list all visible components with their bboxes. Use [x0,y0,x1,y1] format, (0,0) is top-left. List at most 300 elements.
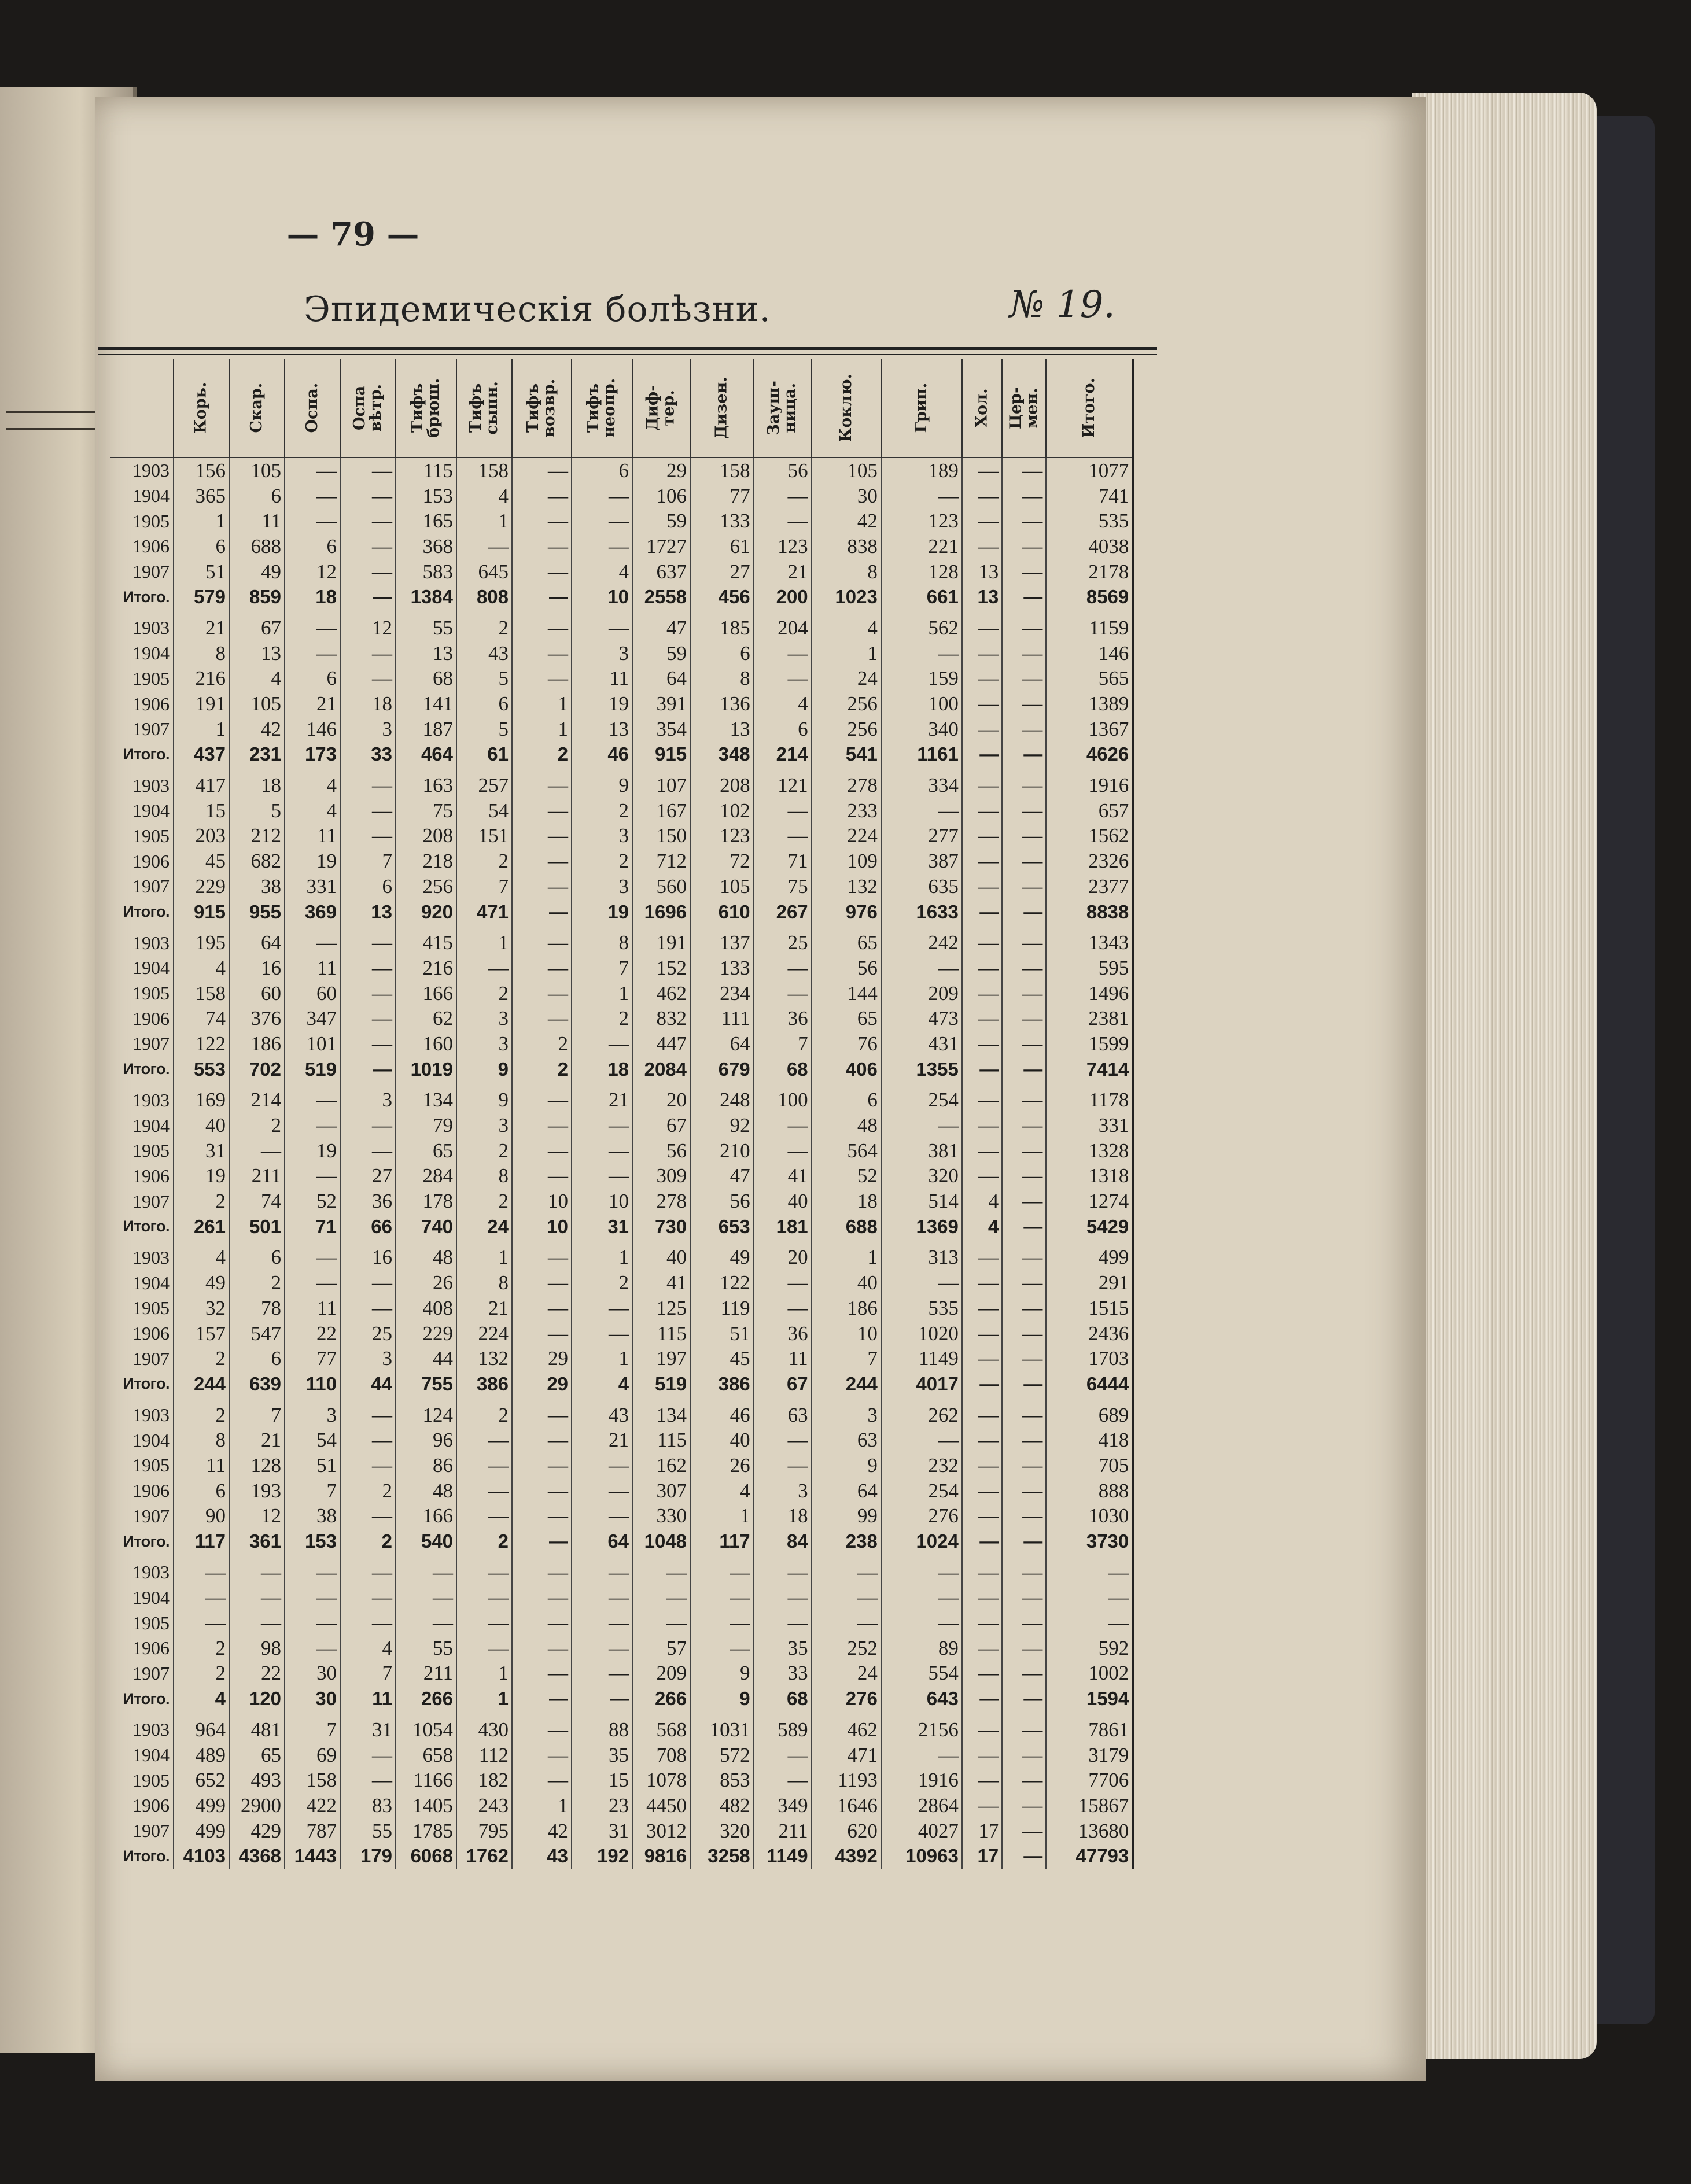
value-cell: — [456,1636,512,1661]
value-cell: — [812,1585,881,1611]
value-cell: — [1002,508,1046,534]
gap-cell [396,924,456,930]
value-cell: 11 [174,1453,229,1478]
gap-cell [632,1554,690,1560]
value-cell: 15867 [1046,1793,1133,1818]
value-cell: — [962,742,1002,768]
value-cell: 105 [229,691,285,717]
value-cell: 19 [285,848,340,874]
value-cell: 92 [690,1113,754,1138]
value-cell: 115 [396,458,456,484]
column-header: Коклю. [812,359,881,458]
gap-cell [812,1239,881,1245]
year-cell: 1905 [132,1140,170,1161]
value-cell: 256 [812,717,881,742]
value-cell: 6 [229,1245,285,1271]
gap-cell [632,610,690,615]
value-cell: — [754,484,812,509]
value-cell: 657 [1046,798,1133,824]
value-cell: 658 [396,1743,456,1768]
gap-cell [174,924,229,930]
value-cell: 1078 [632,1768,690,1793]
value-cell: 6 [812,1088,881,1113]
total-label: Итого. [123,1532,170,1550]
gap-cell [512,1554,572,1560]
value-cell: — [1002,981,1046,1006]
value-cell: 3 [285,1403,340,1428]
value-cell: — [340,508,396,534]
value-cell: — [285,615,340,641]
value-cell: 1696 [632,899,690,925]
value-cell: 27 [690,559,754,585]
value-cell: 67 [229,615,285,641]
value-cell: 238 [812,1529,881,1554]
value-cell: 1 [572,1346,632,1371]
value-cell: 11 [285,1296,340,1321]
value-cell: 2 [456,1189,512,1214]
value-cell: — [456,1504,512,1529]
value-cell: 105 [229,458,285,484]
value-cell: 43 [456,641,512,666]
value-cell: — [229,1610,285,1636]
value-cell: — [962,1717,1002,1743]
value-cell: 4 [962,1189,1002,1214]
value-cell: 123 [754,534,812,559]
value-cell: — [285,484,340,509]
value-cell: 41 [632,1270,690,1296]
value-cell: — [962,1504,1002,1529]
gap-cell [754,767,812,773]
column-header: Хол. [962,359,1002,458]
value-cell: 688 [229,534,285,559]
value-cell: — [340,773,396,798]
value-cell: 808 [456,584,512,610]
value-cell: 7 [340,1661,396,1687]
value-cell: 173 [285,742,340,768]
value-cell: 12 [340,615,396,641]
value-cell: 276 [881,1504,962,1529]
value-cell: — [512,1138,572,1164]
value-cell: 331 [1046,1113,1133,1138]
value-cell: 122 [690,1270,754,1296]
value-cell: 6 [229,1346,285,1371]
value-cell: 6 [340,874,396,899]
value-cell: 1193 [812,1768,881,1793]
value-cell: 8 [690,666,754,692]
value-cell: — [754,1585,812,1611]
value-cell: — [572,1321,632,1346]
value-cell: 1178 [1046,1088,1133,1113]
value-cell: 1443 [285,1843,340,1869]
year-cell: 1904 [132,1429,170,1451]
value-cell: 386 [690,1371,754,1397]
table-row [110,691,1133,717]
value-cell: — [754,508,812,534]
value-cell: — [572,615,632,641]
value-cell: — [512,899,572,925]
column-header: Грип. [881,359,962,458]
value-cell: 13 [690,717,754,742]
value-cell: 349 [754,1793,812,1818]
value-cell: 210 [690,1138,754,1164]
table-row [110,1245,1133,1271]
value-cell: 181 [754,1214,812,1239]
value-cell: 75 [754,874,812,899]
value-cell: — [1002,956,1046,981]
total-row [110,1529,1133,1554]
value-cell: 26 [396,1270,456,1296]
value-cell: 4 [456,484,512,509]
value-cell: 653 [690,1214,754,1239]
value-cell: — [881,1610,962,1636]
gap-cell [456,1554,512,1560]
value-cell: — [812,1610,881,1636]
value-cell: 10 [512,1189,572,1214]
value-cell: 4626 [1046,742,1133,768]
value-cell: — [512,1560,572,1585]
value-cell: 195 [174,930,229,956]
value-cell: 96 [396,1427,456,1453]
value-cell: 1599 [1046,1031,1133,1057]
value-cell: — [340,956,396,981]
table-row [110,508,1133,534]
value-cell: 248 [690,1088,754,1113]
value-cell: — [340,1031,396,1057]
value-cell: — [754,1768,812,1793]
value-cell: — [881,1113,962,1138]
value-cell: 7 [285,1717,340,1743]
year-cell: 1904 [132,485,170,507]
value-cell: — [512,1321,572,1346]
value-cell: 2381 [1046,1006,1133,1031]
value-cell: 4 [174,956,229,981]
table-row [110,1560,1133,1585]
value-cell: 1002 [1046,1661,1133,1687]
value-cell: 589 [754,1717,812,1743]
value-cell: 32 [174,1296,229,1321]
total-label: Итого. [123,1218,170,1235]
group-gap [110,1554,1133,1560]
year-cell: 1905 [132,1769,170,1791]
value-cell: 44 [396,1346,456,1371]
value-cell: 254 [881,1478,962,1504]
value-cell: 1054 [396,1717,456,1743]
value-cell: — [962,1138,1002,1164]
value-cell: 2178 [1046,559,1133,585]
gap-cell [174,1239,229,1245]
value-cell: 137 [690,930,754,956]
value-cell: 1 [456,1686,512,1711]
value-cell: 2 [456,848,512,874]
value-cell: 64 [812,1478,881,1504]
year-cell: 1907 [132,1820,170,1842]
value-cell: 688 [812,1214,881,1239]
value-cell: 117 [690,1529,754,1554]
value-cell: 122 [174,1031,229,1057]
value-cell: 11 [285,956,340,981]
value-cell: 661 [881,584,962,610]
value-cell: 514 [881,1189,962,1214]
value-cell: 2 [512,1057,572,1082]
value-cell: 27 [340,1164,396,1189]
value-cell: 20 [632,1088,690,1113]
value-cell: — [340,1610,396,1636]
value-cell: 2436 [1046,1321,1133,1346]
value-cell: 2 [174,1346,229,1371]
value-cell: — [340,641,396,666]
gap-cell [340,924,396,930]
value-cell: 387 [881,848,962,874]
table-row [110,848,1133,874]
value-cell: — [962,848,1002,874]
value-cell: 9 [690,1661,754,1687]
value-cell: — [754,956,812,981]
year-cell: 1906 [132,536,170,557]
column-header: Цер- мен. [1002,359,1046,458]
value-cell: — [754,666,812,692]
value-cell: — [456,956,512,981]
value-cell: — [962,1793,1002,1818]
value-cell: 18 [229,773,285,798]
value-cell: 4 [174,1245,229,1271]
value-cell: 2 [340,1529,396,1554]
value-cell: 437 [174,742,229,768]
value-cell: 8 [456,1164,512,1189]
value-cell: 9816 [632,1843,690,1869]
value-cell: 8838 [1046,899,1133,925]
value-cell: 163 [396,773,456,798]
value-cell: — [512,930,572,956]
value-cell: 65 [812,930,881,956]
value-cell: 48 [396,1245,456,1271]
gap-cell [632,1711,690,1717]
value-cell: — [962,899,1002,925]
value-cell: — [340,1403,396,1428]
value-cell: 158 [456,458,512,484]
value-cell: 38 [229,874,285,899]
value-cell: 2 [174,1661,229,1687]
value-cell: 51 [174,559,229,585]
value-cell: 541 [812,742,881,768]
value-cell: 111 [690,1006,754,1031]
value-cell: — [962,1661,1002,1687]
value-cell: — [962,1321,1002,1346]
gap-cell [962,1239,1002,1245]
value-cell: 1 [512,691,572,717]
gap-cell [1002,767,1046,773]
value-cell: 42 [812,508,881,534]
value-cell: — [962,1346,1002,1371]
value-cell: 19 [285,1138,340,1164]
year-cell: 1903 [132,774,170,796]
value-cell: 9 [812,1453,881,1478]
gap-cell [754,1082,812,1088]
total-label: Итого. [123,1847,170,1865]
value-cell: 10 [572,1189,632,1214]
value-cell: 4038 [1046,534,1133,559]
value-cell: 24 [812,666,881,692]
value-cell: 422 [285,1793,340,1818]
value-cell: 40 [812,1270,881,1296]
value-cell: 63 [812,1427,881,1453]
value-cell: 6444 [1046,1371,1133,1397]
value-cell: 21 [754,559,812,585]
year-cell: 1906 [132,1480,170,1502]
value-cell: 1369 [881,1214,962,1239]
value-cell: — [690,1636,754,1661]
value-cell: 203 [174,824,229,849]
value-cell: 645 [456,559,512,585]
value-cell: 284 [396,1164,456,1189]
value-cell: 1024 [881,1529,962,1554]
gap-cell [1002,610,1046,615]
value-cell: 15 [174,798,229,824]
value-cell: 679 [690,1057,754,1082]
value-cell: 8 [456,1270,512,1296]
value-cell: — [229,1560,285,1585]
value-cell: 151 [456,824,512,849]
value-cell: — [881,641,962,666]
table-row [110,1636,1133,1661]
table-row [110,798,1133,824]
gap-cell [229,767,285,773]
value-cell: 11 [340,1686,396,1711]
year-cell: 1907 [132,1190,170,1212]
value-cell: — [512,1768,572,1793]
value-cell: 1020 [881,1321,962,1346]
value-cell: 211 [396,1661,456,1687]
value-cell: 119 [690,1296,754,1321]
value-cell: 473 [881,1006,962,1031]
value-cell: — [1002,1403,1046,1428]
value-cell: — [1002,691,1046,717]
value-cell: 368 [396,534,456,559]
value-cell: 31 [340,1717,396,1743]
value-cell: 18 [812,1189,881,1214]
value-cell: 3 [812,1403,881,1428]
value-cell: — [456,1610,512,1636]
value-cell: 106 [632,484,690,509]
value-cell: 48 [396,1478,456,1504]
value-cell: 192 [572,1843,632,1869]
value-cell: 33 [754,1661,812,1687]
value-cell: — [1002,1585,1046,1611]
gap-cell [229,1554,285,1560]
value-cell: — [962,1529,1002,1554]
value-cell: 6 [690,641,754,666]
value-cell: 244 [812,1371,881,1397]
value-cell: 165 [396,508,456,534]
value-cell: 214 [754,742,812,768]
gap-cell [572,924,632,930]
table-row [110,1768,1133,1793]
value-cell: — [285,1113,340,1138]
gap-cell [340,767,396,773]
value-cell: — [962,1245,1002,1271]
value-cell: 100 [754,1088,812,1113]
value-cell: — [962,508,1002,534]
value-cell: 7861 [1046,1717,1133,1743]
value-cell: 489 [174,1743,229,1768]
value-cell: 340 [881,717,962,742]
value-cell: 3 [340,1088,396,1113]
value-cell: 11 [754,1346,812,1371]
value-cell: — [512,798,572,824]
value-cell: 853 [690,1768,754,1793]
value-cell: 4027 [881,1818,962,1844]
value-cell: — [340,559,396,585]
value-cell: 1785 [396,1818,456,1844]
value-cell: 381 [881,1138,962,1164]
value-cell: 59 [632,508,690,534]
table-row [110,1403,1133,1428]
gap-cell [285,1711,340,1717]
value-cell: — [1002,1743,1046,1768]
column-header: Оспа вѣтр. [340,359,396,458]
value-cell: — [285,1636,340,1661]
value-cell: 1 [512,717,572,742]
total-row [110,584,1133,610]
value-cell: 43 [572,1403,632,1428]
gap-cell [754,1554,812,1560]
gap-cell [1046,1711,1133,1717]
value-cell: — [1046,1585,1133,1611]
value-cell: 4 [340,1636,396,1661]
column-header: Тифъ сыпн. [456,359,512,458]
value-cell: 22 [285,1321,340,1346]
value-cell: — [572,1610,632,1636]
value-cell: 121 [754,773,812,798]
value-cell: 12 [229,1504,285,1529]
value-cell: — [754,824,812,849]
table-row [110,1743,1133,1768]
value-cell: 36 [754,1321,812,1346]
gap-cell [812,1554,881,1560]
value-cell: 1 [572,1245,632,1271]
value-cell: 152 [632,956,690,981]
gap-cell [396,610,456,615]
value-cell: 43 [512,1843,572,1869]
value-cell: 36 [340,1189,396,1214]
gap-cell [1046,1082,1133,1088]
year-cell: 1906 [132,1323,170,1344]
value-cell: — [1046,1560,1133,1585]
value-cell: 13 [229,641,285,666]
value-cell: 24 [456,1214,512,1239]
value-cell: 639 [229,1371,285,1397]
value-cell: — [512,1529,572,1554]
value-cell: 1 [690,1504,754,1529]
gap-cell [512,1397,572,1403]
value-cell: 1 [456,508,512,534]
value-cell: 160 [396,1031,456,1057]
gap-cell [110,1554,174,1560]
column-header: Корь. [174,359,229,458]
year-cell: 1907 [132,1662,170,1684]
value-cell: 13 [962,584,1002,610]
total-row [110,1371,1133,1397]
value-cell: — [962,717,1002,742]
value-cell: 112 [456,1743,512,1768]
value-cell: 3 [754,1478,812,1504]
value-cell: — [962,1006,1002,1031]
table-row [110,666,1133,692]
value-cell: 499 [174,1818,229,1844]
value-cell: 482 [690,1793,754,1818]
gap-cell [340,610,396,615]
value-cell: — [340,584,396,610]
table-row [110,1270,1133,1296]
